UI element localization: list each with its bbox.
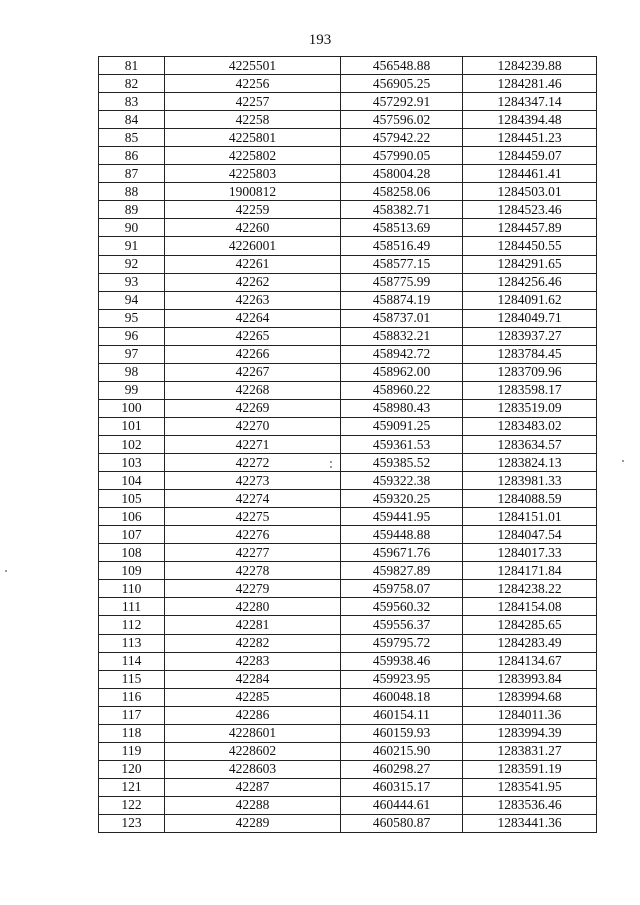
- row-number-cell: 121: [99, 778, 165, 796]
- table-row: [99, 165, 597, 183]
- x-coordinate-cell: 457596.02: [341, 111, 463, 129]
- table-row: [99, 129, 597, 147]
- x-coordinate-cell: 458962.00: [341, 363, 463, 381]
- table-row: [99, 796, 597, 814]
- row-number-cell: 122: [99, 796, 165, 814]
- y-coordinate-cell: 1284047.54: [463, 526, 597, 544]
- table-row: [99, 183, 597, 201]
- point-id-cell: 42278: [165, 562, 341, 580]
- y-coordinate-cell: 1283824.13: [463, 454, 597, 472]
- y-coordinate-cell: 1284088.59: [463, 490, 597, 508]
- x-coordinate-cell: 460444.61: [341, 796, 463, 814]
- point-id-cell: 42275: [165, 508, 341, 526]
- point-id-cell: 4225801: [165, 129, 341, 147]
- y-coordinate-cell: 1283483.02: [463, 417, 597, 435]
- table-row: [99, 724, 597, 742]
- table-row: [99, 309, 597, 327]
- page-number: 193: [308, 32, 332, 48]
- row-number-cell: 108: [99, 544, 165, 562]
- point-id-cell: 42287: [165, 778, 341, 796]
- scan-speck: [5, 570, 7, 572]
- y-coordinate-cell: 1284011.36: [463, 706, 597, 724]
- table-row: [99, 688, 597, 706]
- x-coordinate-cell: 459795.72: [341, 634, 463, 652]
- row-number-cell: 117: [99, 706, 165, 724]
- y-coordinate-cell: 1284457.89: [463, 219, 597, 237]
- point-id-cell: 4228601: [165, 724, 341, 742]
- x-coordinate-cell: 460154.11: [341, 706, 463, 724]
- y-coordinate-cell: 1284151.01: [463, 508, 597, 526]
- table-row: [99, 273, 597, 291]
- point-id-cell: 42268: [165, 381, 341, 399]
- point-id-cell: 42286: [165, 706, 341, 724]
- row-number-cell: 92: [99, 255, 165, 273]
- row-number-cell: 88: [99, 183, 165, 201]
- x-coordinate-cell: 458874.19: [341, 291, 463, 309]
- y-coordinate-cell: 1283784.45: [463, 345, 597, 363]
- y-coordinate-cell: 1284256.46: [463, 273, 597, 291]
- point-id-cell: 4228602: [165, 742, 341, 760]
- x-coordinate-cell: 459938.46: [341, 652, 463, 670]
- row-number-cell: 99: [99, 381, 165, 399]
- table-row: [99, 147, 597, 165]
- table-row: [99, 634, 597, 652]
- y-coordinate-cell: 1284450.55: [463, 237, 597, 255]
- x-coordinate-cell: 459385.52: [341, 454, 463, 472]
- point-id-cell: 42265: [165, 327, 341, 345]
- x-coordinate-cell: 459448.88: [341, 526, 463, 544]
- row-number-cell: 103: [99, 454, 165, 472]
- point-id-cell: 42288: [165, 796, 341, 814]
- table-row: [99, 508, 597, 526]
- x-coordinate-cell: 460048.18: [341, 688, 463, 706]
- table-row: [99, 219, 597, 237]
- row-number-cell: 83: [99, 93, 165, 111]
- row-number-cell: 87: [99, 165, 165, 183]
- row-number-cell: 106: [99, 508, 165, 526]
- table-row: [99, 201, 597, 219]
- point-id-cell: 4226001: [165, 237, 341, 255]
- point-id-cell: 1900812: [165, 183, 341, 201]
- x-coordinate-cell: 459320.25: [341, 490, 463, 508]
- table-row: [99, 363, 597, 381]
- y-coordinate-cell: 1283937.27: [463, 327, 597, 345]
- x-coordinate-cell: 459923.95: [341, 670, 463, 688]
- y-coordinate-cell: 1284461.41: [463, 165, 597, 183]
- row-number-cell: 95: [99, 309, 165, 327]
- y-coordinate-cell: 1284049.71: [463, 309, 597, 327]
- point-id-cell: 42267: [165, 363, 341, 381]
- y-coordinate-cell: 1284171.84: [463, 562, 597, 580]
- point-id-cell: 42280: [165, 598, 341, 616]
- y-coordinate-cell: 1283519.09: [463, 399, 597, 417]
- point-id-cell: 42277: [165, 544, 341, 562]
- table-row: [99, 345, 597, 363]
- row-number-cell: 100: [99, 399, 165, 417]
- x-coordinate-cell: 459560.32: [341, 598, 463, 616]
- table-row: [99, 435, 597, 453]
- x-coordinate-cell: 457292.91: [341, 93, 463, 111]
- y-coordinate-cell: 1283598.17: [463, 381, 597, 399]
- row-number-cell: 113: [99, 634, 165, 652]
- row-number-cell: 101: [99, 417, 165, 435]
- x-coordinate-cell: 458737.01: [341, 309, 463, 327]
- point-id-cell: 42259: [165, 201, 341, 219]
- y-coordinate-cell: 1283994.39: [463, 724, 597, 742]
- coordinates-table: [98, 56, 597, 833]
- table-row: [99, 598, 597, 616]
- y-coordinate-cell: 1284154.08: [463, 598, 597, 616]
- table-row: [99, 526, 597, 544]
- table-row: [99, 616, 597, 634]
- y-coordinate-cell: 1284285.65: [463, 616, 597, 634]
- point-id-cell: 4225803: [165, 165, 341, 183]
- x-coordinate-cell: 460298.27: [341, 760, 463, 778]
- point-id-cell: 42289: [165, 814, 341, 832]
- point-id-cell: 42285: [165, 688, 341, 706]
- x-coordinate-cell: 458832.21: [341, 327, 463, 345]
- table-row: [99, 291, 597, 309]
- row-number-cell: 109: [99, 562, 165, 580]
- scan-speck: [622, 460, 624, 462]
- y-coordinate-cell: 1284238.22: [463, 580, 597, 598]
- point-id-cell: 42262: [165, 273, 341, 291]
- point-id-cell: 42283: [165, 652, 341, 670]
- point-id-cell: 42263: [165, 291, 341, 309]
- row-number-cell: 110: [99, 580, 165, 598]
- table-row: [99, 472, 597, 490]
- y-coordinate-cell: 1284459.07: [463, 147, 597, 165]
- point-id-cell: 42282: [165, 634, 341, 652]
- table-row: [99, 760, 597, 778]
- point-id-cell: 42273: [165, 472, 341, 490]
- x-coordinate-cell: 459091.25: [341, 417, 463, 435]
- y-coordinate-cell: 1283634.57: [463, 435, 597, 453]
- y-coordinate-cell: 1283994.68: [463, 688, 597, 706]
- point-id-cell: 42269: [165, 399, 341, 417]
- table-row: [99, 93, 597, 111]
- table-row: [99, 255, 597, 273]
- scan-speck: [330, 461, 332, 463]
- row-number-cell: 112: [99, 616, 165, 634]
- y-coordinate-cell: 1283536.46: [463, 796, 597, 814]
- y-coordinate-cell: 1283541.95: [463, 778, 597, 796]
- x-coordinate-cell: 460580.87: [341, 814, 463, 832]
- row-number-cell: 118: [99, 724, 165, 742]
- point-id-cell: 42260: [165, 219, 341, 237]
- point-id-cell: 42276: [165, 526, 341, 544]
- y-coordinate-cell: 1284291.65: [463, 255, 597, 273]
- point-id-cell: 42279: [165, 580, 341, 598]
- x-coordinate-cell: 459827.89: [341, 562, 463, 580]
- row-number-cell: 116: [99, 688, 165, 706]
- row-number-cell: 85: [99, 129, 165, 147]
- table-row: [99, 75, 597, 93]
- point-id-cell: 42257: [165, 93, 341, 111]
- x-coordinate-cell: 460215.90: [341, 742, 463, 760]
- x-coordinate-cell: 458942.72: [341, 345, 463, 363]
- x-coordinate-cell: 460315.17: [341, 778, 463, 796]
- row-number-cell: 102: [99, 435, 165, 453]
- x-coordinate-cell: 457942.22: [341, 129, 463, 147]
- row-number-cell: 114: [99, 652, 165, 670]
- x-coordinate-cell: 458980.43: [341, 399, 463, 417]
- row-number-cell: 82: [99, 75, 165, 93]
- row-number-cell: 97: [99, 345, 165, 363]
- y-coordinate-cell: 1284239.88: [463, 57, 597, 75]
- row-number-cell: 96: [99, 327, 165, 345]
- row-number-cell: 94: [99, 291, 165, 309]
- y-coordinate-cell: 1283441.36: [463, 814, 597, 832]
- row-number-cell: 86: [99, 147, 165, 165]
- point-id-cell: 42270: [165, 417, 341, 435]
- x-coordinate-cell: 459671.76: [341, 544, 463, 562]
- x-coordinate-cell: 456905.25: [341, 75, 463, 93]
- row-number-cell: 105: [99, 490, 165, 508]
- row-number-cell: 93: [99, 273, 165, 291]
- y-coordinate-cell: 1284523.46: [463, 201, 597, 219]
- row-number-cell: 84: [99, 111, 165, 129]
- point-id-cell: 42271: [165, 435, 341, 453]
- y-coordinate-cell: 1283981.33: [463, 472, 597, 490]
- table-row: [99, 111, 597, 129]
- point-id-cell: 42284: [165, 670, 341, 688]
- row-number-cell: 81: [99, 57, 165, 75]
- row-number-cell: 98: [99, 363, 165, 381]
- y-coordinate-cell: 1283591.19: [463, 760, 597, 778]
- table-row: [99, 327, 597, 345]
- x-coordinate-cell: 456548.88: [341, 57, 463, 75]
- y-coordinate-cell: 1284283.49: [463, 634, 597, 652]
- table-row: [99, 562, 597, 580]
- point-id-cell: 42258: [165, 111, 341, 129]
- table-row: [99, 670, 597, 688]
- y-coordinate-cell: 1283831.27: [463, 742, 597, 760]
- table-row: [99, 417, 597, 435]
- x-coordinate-cell: 459556.37: [341, 616, 463, 634]
- y-coordinate-cell: 1283709.96: [463, 363, 597, 381]
- row-number-cell: 107: [99, 526, 165, 544]
- point-id-cell: 42264: [165, 309, 341, 327]
- table-row: [99, 454, 597, 472]
- y-coordinate-cell: 1284017.33: [463, 544, 597, 562]
- y-coordinate-cell: 1284394.48: [463, 111, 597, 129]
- row-number-cell: 120: [99, 760, 165, 778]
- y-coordinate-cell: 1283993.84: [463, 670, 597, 688]
- x-coordinate-cell: 459758.07: [341, 580, 463, 598]
- table-row: [99, 706, 597, 724]
- point-id-cell: 4225501: [165, 57, 341, 75]
- x-coordinate-cell: 458258.06: [341, 183, 463, 201]
- point-id-cell: 42256: [165, 75, 341, 93]
- x-coordinate-cell: 459322.38: [341, 472, 463, 490]
- table-row: [99, 57, 597, 75]
- point-id-cell: 4225802: [165, 147, 341, 165]
- x-coordinate-cell: 460159.93: [341, 724, 463, 742]
- x-coordinate-cell: 458516.49: [341, 237, 463, 255]
- table-row: [99, 381, 597, 399]
- table-row: [99, 742, 597, 760]
- x-coordinate-cell: 459441.95: [341, 508, 463, 526]
- y-coordinate-cell: 1284451.23: [463, 129, 597, 147]
- table-row: [99, 778, 597, 796]
- x-coordinate-cell: 458960.22: [341, 381, 463, 399]
- row-number-cell: 111: [99, 598, 165, 616]
- table-row: [99, 814, 597, 832]
- row-number-cell: 119: [99, 742, 165, 760]
- y-coordinate-cell: 1284503.01: [463, 183, 597, 201]
- x-coordinate-cell: 458382.71: [341, 201, 463, 219]
- point-id-cell: 42266: [165, 345, 341, 363]
- table-row: [99, 652, 597, 670]
- row-number-cell: 91: [99, 237, 165, 255]
- point-id-cell: 4228603: [165, 760, 341, 778]
- y-coordinate-cell: 1284134.67: [463, 652, 597, 670]
- x-coordinate-cell: 458577.15: [341, 255, 463, 273]
- point-id-cell: 42261: [165, 255, 341, 273]
- scan-speck: [330, 466, 332, 468]
- row-number-cell: 89: [99, 201, 165, 219]
- point-id-cell: 42281: [165, 616, 341, 634]
- y-coordinate-cell: 1284347.14: [463, 93, 597, 111]
- row-number-cell: 104: [99, 472, 165, 490]
- table-row: [99, 490, 597, 508]
- row-number-cell: 90: [99, 219, 165, 237]
- row-number-cell: 115: [99, 670, 165, 688]
- table-row: [99, 237, 597, 255]
- row-number-cell: 123: [99, 814, 165, 832]
- x-coordinate-cell: 458775.99: [341, 273, 463, 291]
- x-coordinate-cell: 458004.28: [341, 165, 463, 183]
- coordinates-table-body: [99, 57, 597, 833]
- point-id-cell: 42272: [165, 454, 341, 472]
- table-row: [99, 580, 597, 598]
- x-coordinate-cell: 458513.69: [341, 219, 463, 237]
- y-coordinate-cell: 1284091.62: [463, 291, 597, 309]
- x-coordinate-cell: 459361.53: [341, 435, 463, 453]
- y-coordinate-cell: 1284281.46: [463, 75, 597, 93]
- table-row: [99, 544, 597, 562]
- point-id-cell: 42274: [165, 490, 341, 508]
- table-row: [99, 399, 597, 417]
- x-coordinate-cell: 457990.05: [341, 147, 463, 165]
